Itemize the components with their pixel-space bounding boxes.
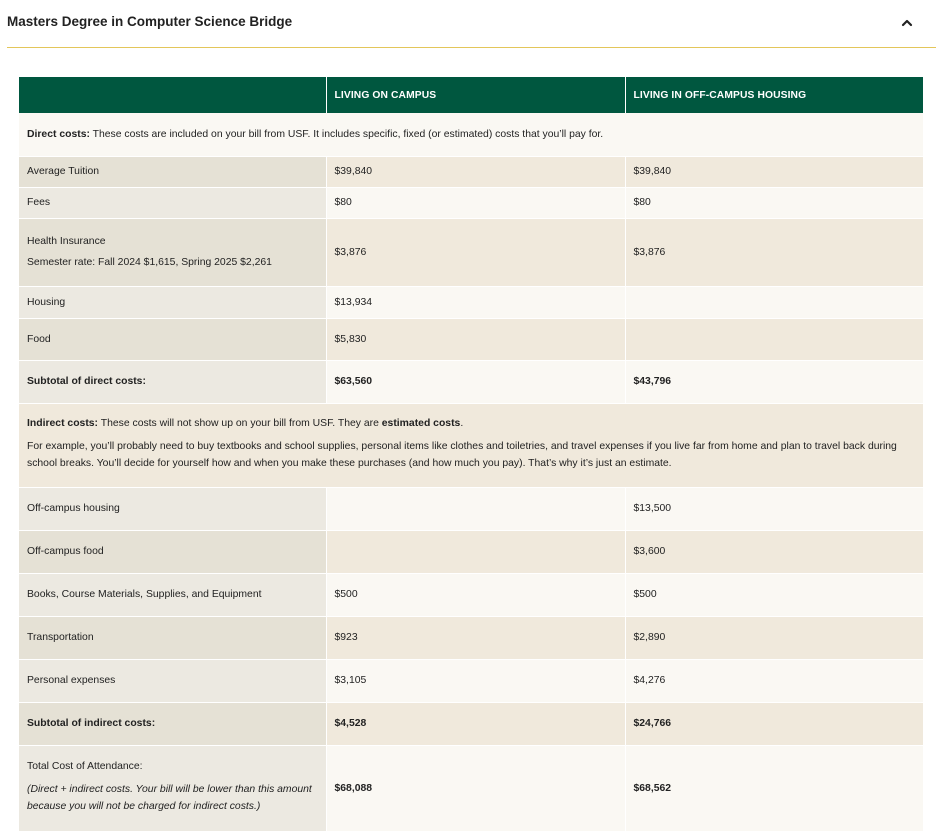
on-campus-value: $3,105	[326, 659, 625, 702]
row-sublabel: Semester rate: Fall 2024 $1,615, Spring 2025 $2,261	[27, 257, 272, 268]
off-campus-value: $2,890	[625, 616, 923, 659]
table-row	[19, 487, 923, 530]
row-label: Transportation	[19, 616, 326, 659]
on-campus-value: $39,840	[326, 156, 625, 187]
row-label: Subtotal of indirect costs:	[19, 702, 326, 745]
row-label: Total Cost of Attendance:	[27, 761, 143, 772]
header-living-on-campus: LIVING ON CAMPUS	[326, 77, 625, 113]
indirect-costs-end: .	[460, 418, 464, 429]
table-row	[19, 218, 923, 286]
accordion-title: Masters Degree in Computer Science Bridge	[7, 14, 293, 29]
total-note: (Direct + indirect costs. Your bill will be lower than this amount because you will not be charged for indirect costs.)	[27, 784, 312, 812]
row-label: Food	[19, 318, 326, 360]
direct-costs-note-row	[19, 113, 923, 156]
off-campus-value	[625, 286, 923, 318]
indirect-costs-note-row	[19, 403, 923, 487]
header-living-off-campus: LIVING IN OFF-CAMPUS HOUSING	[625, 77, 923, 113]
row-label: Off-campus food	[19, 530, 326, 573]
on-campus-value	[326, 530, 625, 573]
off-campus-value: $24,766	[625, 702, 923, 745]
row-label: Subtotal of direct costs:	[19, 360, 326, 403]
row-label: Fees	[19, 187, 326, 218]
off-campus-value: $80	[625, 187, 923, 218]
on-campus-value: $923	[326, 616, 625, 659]
indirect-subtotal-row	[19, 702, 923, 745]
off-campus-value	[625, 318, 923, 360]
off-campus-value: $3,876	[625, 218, 923, 286]
on-campus-value: $500	[326, 573, 625, 616]
on-campus-value: $4,528	[326, 702, 625, 745]
row-label: Off-campus housing	[19, 487, 326, 530]
row-label: Health Insurance	[27, 236, 106, 247]
on-campus-value: $5,830	[326, 318, 625, 360]
on-campus-value	[326, 487, 625, 530]
direct-costs-note	[19, 113, 923, 156]
on-campus-value: $3,876	[326, 218, 625, 286]
off-campus-value: $4,276	[625, 659, 923, 702]
off-campus-value: $43,796	[625, 360, 923, 403]
table-row	[19, 318, 923, 360]
header-blank	[19, 77, 326, 113]
table-row	[19, 530, 923, 573]
indirect-costs-label: Indirect costs:	[27, 418, 99, 429]
table-row	[19, 659, 923, 702]
table-row	[19, 187, 923, 218]
direct-costs-label: Direct costs:	[27, 128, 90, 140]
row-label: Personal expenses	[19, 659, 326, 702]
total-cost-row	[19, 745, 923, 831]
row-label: Books, Course Materials, Supplies, and Equipment	[19, 573, 326, 616]
on-campus-value: $63,560	[326, 360, 625, 403]
indirect-costs-example: For example, you’ll probably need to buy textbooks and school supplies, personal items like clothes and toiletries, and travel expenses if you live far from home and plan to travel back during school breaks. You’ll decide for yourself how and when you make these purchases (and how much you pay). That’s why it’s just an estimate.	[27, 441, 897, 469]
total-label-cell	[19, 745, 326, 831]
direct-subtotal-row	[19, 360, 923, 403]
cost-of-attendance-table	[19, 77, 923, 832]
off-campus-value: $13,500	[625, 487, 923, 530]
row-label: Housing	[19, 286, 326, 318]
off-campus-value: $68,562	[625, 745, 923, 831]
indirect-costs-note	[19, 403, 923, 487]
direct-costs-text: These costs are included on your bill from USF. It includes specific, fixed (or estimated) costs that you’ll pay for.	[89, 128, 604, 140]
on-campus-value: $13,934	[326, 286, 625, 318]
estimated-costs-emphasis: estimated costs	[381, 418, 461, 429]
off-campus-value: $500	[625, 573, 923, 616]
row-label-health-insurance	[19, 218, 326, 286]
table-row	[19, 286, 923, 318]
on-campus-value: $80	[326, 187, 625, 218]
table-row	[19, 156, 923, 187]
row-label: Average Tuition	[19, 156, 326, 187]
table-header-row	[19, 77, 923, 113]
off-campus-value: $39,840	[625, 156, 923, 187]
on-campus-value: $68,088	[326, 745, 625, 831]
indirect-costs-text: These costs will not show up on your bill from USF. They are	[98, 418, 382, 429]
accordion-header[interactable]	[7, 0, 936, 48]
table-row	[19, 616, 923, 659]
chevron-up-icon[interactable]	[898, 14, 916, 32]
off-campus-value: $3,600	[625, 530, 923, 573]
table-row	[19, 573, 923, 616]
